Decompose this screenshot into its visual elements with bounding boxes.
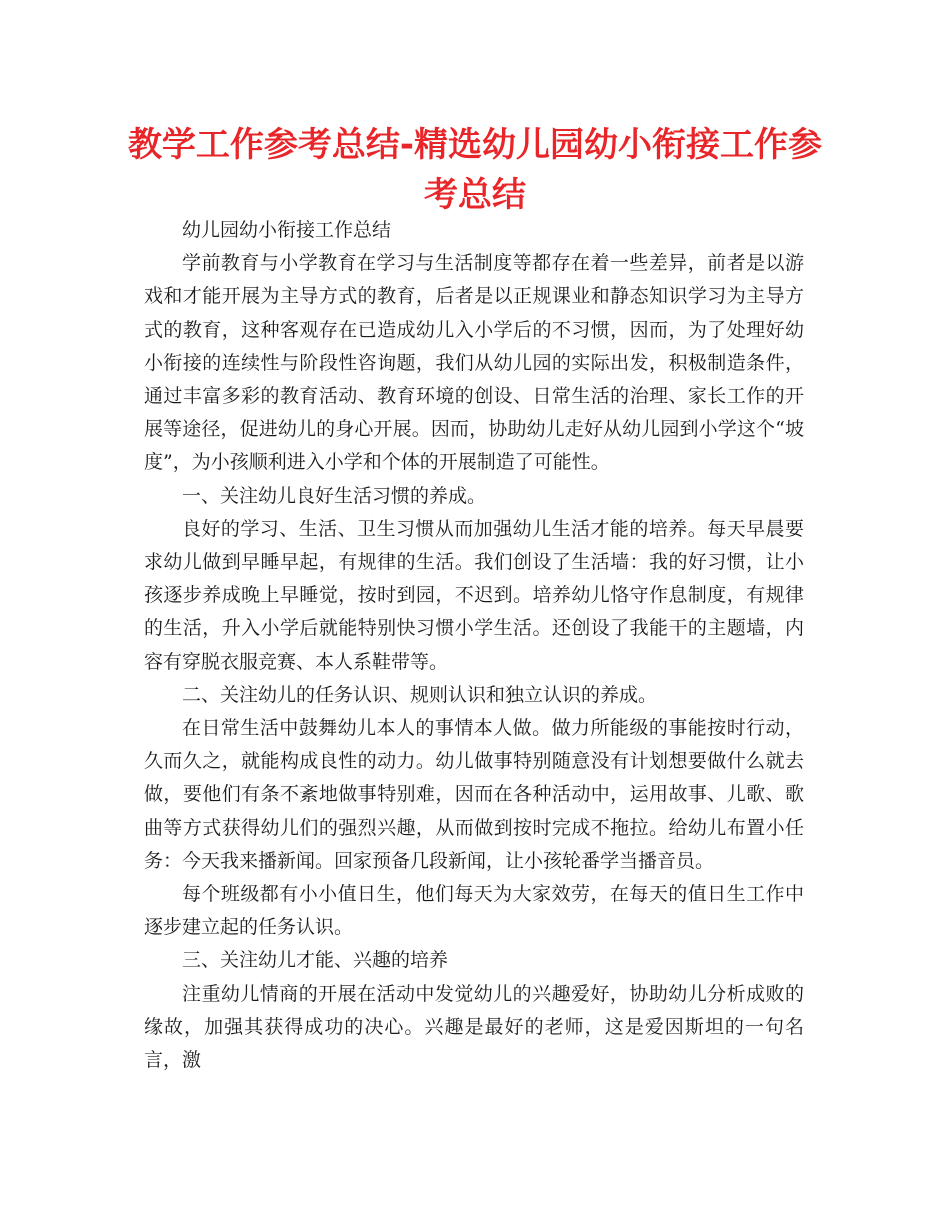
paragraph-subtitle: 幼儿园幼小衔接工作总结 — [182, 219, 392, 241]
paragraph: 学前教育与小学教育在学习与生活制度等都存在着一些差异，前者是以游戏和才能开展为主导方式的教育，后者是以正规课业和静态知识学习为主导方式的教育，这种客观存在已造成幼儿入小学后的不习惯，因而，为了处理好幼小衔接的连续性与阶段性咨询题，我们从幼儿园的实际出发，积极制造条件，通过丰富多彩的教育活动、教育环境的创设、日常生活的治理、家长工作的开展等途径，促进幼儿的身心开展。因而，协助幼儿走好从幼儿园到小学这个“坡度”，为小孩顺利进入小学和个体的开展制造了可能性。 — [144, 252, 804, 474]
paragraph: 注重幼儿情商的开展在活动中发觉幼儿的兴趣爱好，协助幼儿分析成败的缘故，加强其获得成功的决心。兴趣是最好的老师，这是爱因斯坦的一句名言，激 — [144, 982, 804, 1072]
paragraph: 在日常生活中鼓舞幼儿本人的事情本人做。做力所能级的事能按时行动，久而久之，就能构成良性的动力。幼儿做事特别随意没有计划想要做什么就去做，要他们有条不紊地做事特别难，因而在各种活动中，运用故事、儿歌、歌曲等方式获得幼儿们的强烈兴趣，从而做到按时完成不拖拉。给幼儿布置小任务：今天我来播新闻。回家预备几段新闻，让小孩轮番学当播音员。 — [144, 717, 804, 872]
paragraph: 每个班级都有小小值日生，他们每天为大家效劳，在每天的值日生工作中逐步建立起的任务认识。 — [144, 883, 804, 939]
section-heading-3: 三、关注幼儿才能、兴趣的培养 — [182, 949, 449, 972]
document-title: 教学工作参考总结-精选幼儿园幼小衔接工作参考总结 — [127, 125, 823, 215]
section-heading-2: 二、关注幼儿的任务认识、规则认识和独立认识的养成。 — [182, 683, 658, 706]
section-heading-1: 一、关注幼儿良好生活习惯的养成。 — [182, 484, 487, 507]
paragraph: 良好的学习、生活、卫生习惯从而加强幼儿生活才能的培养。每天早晨要求幼儿做到早睡早起，有规律的生活。我们创设了生活墙：我的好习惯，让小孩逐步养成晚上早睡觉，按时到园，不迟到。培养幼儿恪守作息制度，有规律的生活，升入小学后就能特别快习惯小学生活。还创设了我能干的主题墙，内容有穿脱衣服竞赛、本人系鞋带等。 — [144, 517, 804, 673]
document-body — [144, 214, 804, 1077]
